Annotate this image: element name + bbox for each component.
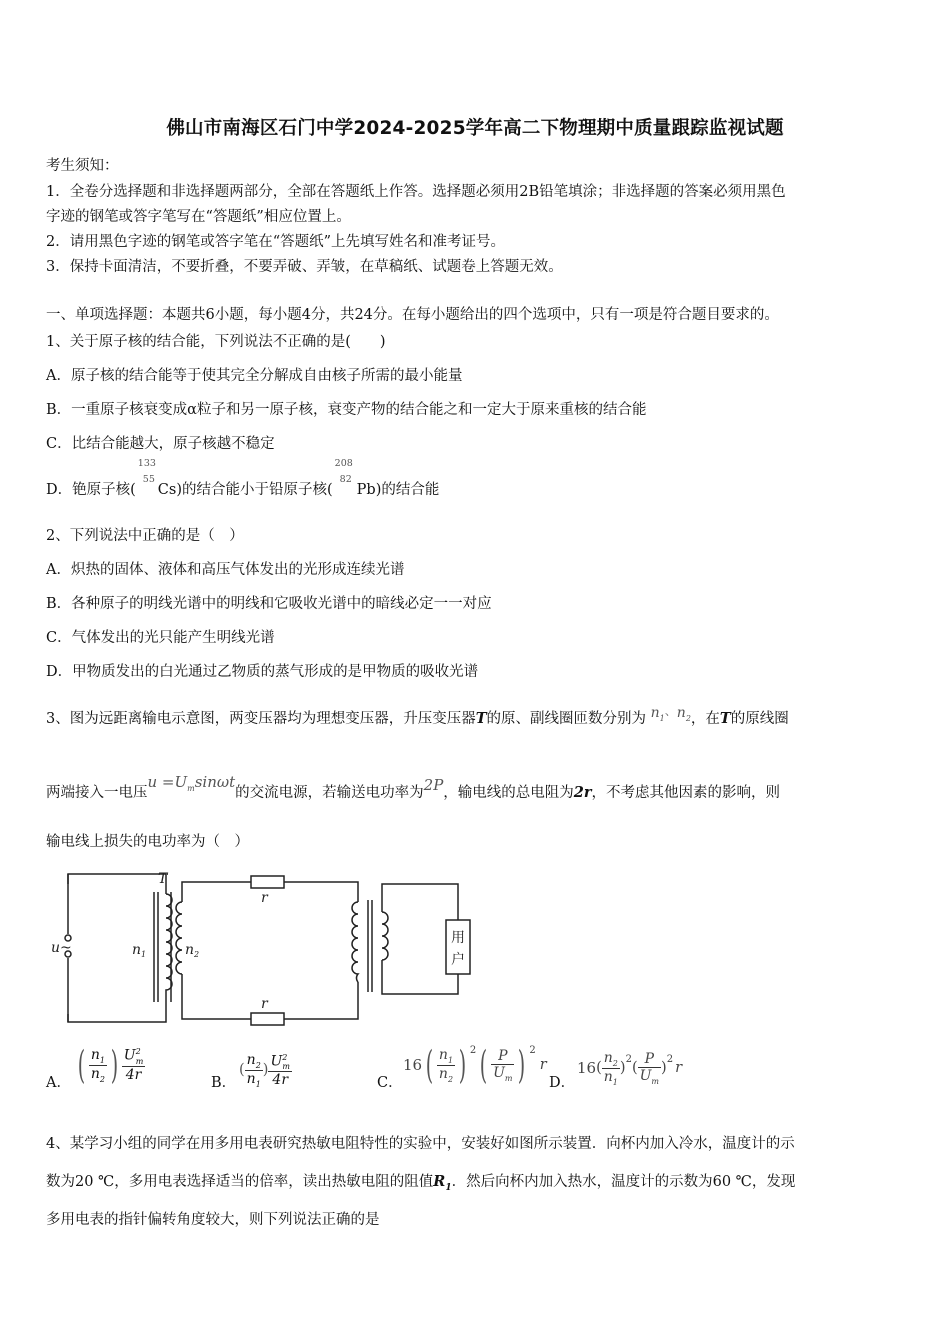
exponent: 2 bbox=[529, 1044, 536, 1056]
notice-item-1-cont: 字迹的钢笔或答字笔写在“答题纸”相应位置上。 bbox=[46, 209, 351, 225]
q1-option-d bbox=[46, 458, 440, 499]
q3-text: 的原、副线圈匝数分别为 bbox=[486, 711, 647, 727]
q1-d-prefix: D．铯原子核( bbox=[46, 482, 136, 498]
stepdown-primary-coil bbox=[352, 902, 358, 982]
paren-left: ( bbox=[479, 1043, 488, 1087]
exponent: 2 bbox=[469, 1044, 477, 1056]
pb-mass-number: 208 bbox=[334, 458, 353, 469]
paren-left: ( bbox=[596, 1060, 602, 1077]
q3-text: 两端接入一电压 bbox=[46, 785, 148, 801]
q4-line-2 bbox=[46, 1170, 795, 1193]
option-b-formula bbox=[239, 1052, 292, 1089]
q3-text: 3、图为远距离输电示意图，两变压器均为理想变压器，升压变压器 bbox=[46, 711, 476, 727]
q1-stem: 1、关于原子核的结合能，下列说法不正确的是( ) bbox=[46, 334, 386, 350]
line-wire-top-right bbox=[284, 882, 358, 902]
label-user-2: 户 bbox=[451, 952, 465, 968]
fraction-um-4r: $\frac{U^2_m}{4r}$ bbox=[270, 1052, 290, 1089]
notice-item-3: 3．保持卡面清洁，不要折叠，不要弄破、弄皱，在草稿纸、试题卷上答题无效。 bbox=[46, 259, 563, 275]
pb-atomic-number: 82 bbox=[339, 474, 352, 485]
paren-right: ) bbox=[619, 1060, 626, 1077]
exponent: 2 bbox=[625, 1053, 632, 1065]
q4-text: ．然后向杯内加入热水，温度计的示数为60 ℃，发现 bbox=[451, 1174, 796, 1190]
q3-text: 的交流电源，若输送电功率为 bbox=[235, 785, 424, 801]
q3-text: ，不考虑其他因素的影响，则 bbox=[591, 785, 781, 801]
label-r-top: r bbox=[261, 890, 268, 906]
power-symbol: 2P bbox=[423, 776, 444, 794]
cs-mass-number: 133 bbox=[137, 458, 156, 469]
fraction-n2-n1: $\frac{n_2}{n_1}$ bbox=[246, 1052, 261, 1089]
line-wire-bottom-right bbox=[284, 982, 358, 1019]
transformer-symbol: T bbox=[719, 710, 731, 727]
paren-right: ) bbox=[458, 1043, 467, 1087]
resistor-top bbox=[251, 876, 284, 888]
q2-option-c: C．气体发出的光只能产生明线光谱 bbox=[46, 630, 275, 646]
line-wire-top bbox=[182, 882, 251, 902]
transformer-symbol: T bbox=[475, 710, 487, 727]
option-label: A． bbox=[46, 1075, 71, 1091]
r-symbol: r bbox=[675, 1060, 682, 1077]
paren-left: ( bbox=[425, 1043, 434, 1087]
pb-isotope bbox=[333, 458, 357, 494]
label-T: T bbox=[158, 871, 168, 887]
label-n2: $n_2$ bbox=[185, 942, 200, 959]
paren-left: ( bbox=[77, 1043, 86, 1087]
coefficient: 16 bbox=[403, 1056, 423, 1074]
q3-line-1 bbox=[46, 704, 789, 729]
notice-item-2: 2．请用黑色字迹的钢笔或答字笔在“答题纸”上先填写姓名和准考证号。 bbox=[46, 234, 506, 250]
section-heading: 一、单项选择题：本题共6小题，每小题4分，共24分。在每小题给出的四个选项中，只有一项是符合题目要求的。 bbox=[46, 307, 779, 323]
notice-heading: 考生须知： bbox=[46, 158, 119, 174]
paren-right: ) bbox=[262, 1062, 269, 1079]
separator: 、 bbox=[664, 704, 677, 718]
r1-symbol: $R_1$ bbox=[433, 1173, 452, 1193]
user-wire-top bbox=[382, 884, 458, 920]
label-r-bottom: r bbox=[261, 996, 268, 1012]
option-c-formula bbox=[403, 1043, 547, 1087]
q2-option-a: A．炽热的固体、液体和高压气体发出的光形成连续光谱 bbox=[46, 562, 405, 578]
q2-stem: 2、下列说法中正确的是（ ） bbox=[46, 528, 244, 544]
notice-item-1: 1．全卷分选择题和非选择题两部分，全部在答题纸上作答。选择题必须用2B铅笔填涂；非选择题的答案必须用黑色 bbox=[46, 184, 786, 200]
page-title: 佛山市南海区石门中学2024-2025学年高二下物理期中质量跟踪监视试题 bbox=[166, 118, 784, 139]
option-label: C． bbox=[377, 1075, 403, 1091]
paren-left: ( bbox=[239, 1062, 245, 1079]
q2-option-b: B．各种原子的明线光谱中的明线和它吸收光谱中的暗线必定一一对应 bbox=[46, 596, 492, 612]
cs-isotope bbox=[136, 458, 158, 494]
q4-line-1: 4、某学习小组的同学在用多用电表研究热敏电阻特性的实验中，安装好如图所示装置．向杯内加入冷水，温度计的示 bbox=[46, 1136, 795, 1152]
paren-right: ) bbox=[110, 1043, 119, 1087]
q4-text: 数为20 ℃，多用电表选择适当的倍率，读出热敏电阻的阻值 bbox=[46, 1174, 434, 1190]
q1-option-b: B．一重原子核衰变成α粒子和另一原子核，衰变产物的结合能之和一定大于原来重核的结合能 bbox=[46, 402, 647, 418]
option-a-formula bbox=[74, 1043, 145, 1087]
secondary-coil bbox=[176, 902, 182, 974]
label-user-1: 用 bbox=[451, 930, 465, 946]
q3-text: 的原线圈 bbox=[730, 711, 789, 727]
n1-symbol: $n_1$ bbox=[650, 705, 665, 723]
option-label: B． bbox=[211, 1075, 237, 1091]
primary-wire-bottom bbox=[68, 996, 166, 1022]
fraction-p-um: $\frac{P}{U_m}$ bbox=[639, 1050, 660, 1086]
q1-d-suffix: Pb)的结合能 bbox=[356, 482, 440, 498]
voltage-formula: $u =U_m\sin\omega t$ bbox=[147, 773, 236, 793]
coefficient: 16 bbox=[577, 1059, 597, 1078]
q1-option-c: C．比结合能越大，原子核越不稳定 bbox=[46, 436, 275, 452]
label-n1: $n_1$ bbox=[132, 942, 147, 959]
q3-line-2 bbox=[46, 773, 781, 803]
line-wire-bottom bbox=[182, 974, 251, 1019]
paren-right: ) bbox=[661, 1060, 667, 1077]
q2-option-d: D．甲物质发出的白光通过乙物质的蒸气形成的是甲物质的吸收光谱 bbox=[46, 664, 479, 680]
fraction-n2-n1: $\frac{n_2}{n_1}$ bbox=[603, 1050, 618, 1087]
q3-text: ，在 bbox=[690, 711, 720, 727]
q1-d-middle: Cs)的结合能小于铅原子核( bbox=[157, 482, 333, 498]
paren-right: ) bbox=[518, 1043, 526, 1087]
transmission-circuit-diagram bbox=[46, 862, 496, 1034]
fraction-n1-n2: $\frac{n_1}{n_2}$ bbox=[90, 1046, 105, 1084]
resistor-bottom bbox=[251, 1013, 284, 1025]
q3-text: ，输电线的总电阻为 bbox=[443, 785, 574, 801]
stepdown-secondary-coil bbox=[382, 912, 388, 960]
option-d-formula bbox=[577, 1050, 682, 1087]
q1-option-a: A．原子核的结合能等于使其完全分解成自由核子所需的最小能量 bbox=[46, 368, 463, 384]
fraction-um-4r: $\frac{U^2_m}{4r}$ bbox=[123, 1047, 144, 1083]
paren-left: ( bbox=[631, 1060, 638, 1077]
option-label: D． bbox=[549, 1075, 576, 1091]
cs-atomic-number: 55 bbox=[142, 474, 155, 485]
primary-wire-top bbox=[68, 874, 166, 894]
exponent: 2 bbox=[666, 1053, 674, 1065]
r-symbol: r bbox=[539, 1057, 547, 1073]
label-source: u~ bbox=[51, 940, 72, 956]
fraction-p-um: $\frac{P}{U_m}$ bbox=[493, 1047, 513, 1083]
n2-symbol: $n_2$ bbox=[676, 705, 691, 723]
resistance-symbol: 2r bbox=[573, 784, 592, 801]
q3-line-3: 输电线上损失的电功率为（ ） bbox=[46, 834, 249, 850]
fraction-n1-n2: $\frac{n_1}{n_2}$ bbox=[438, 1046, 454, 1084]
q4-line-3: 多用电表的指针偏转角度较大，则下列说法正确的是 bbox=[46, 1212, 380, 1228]
